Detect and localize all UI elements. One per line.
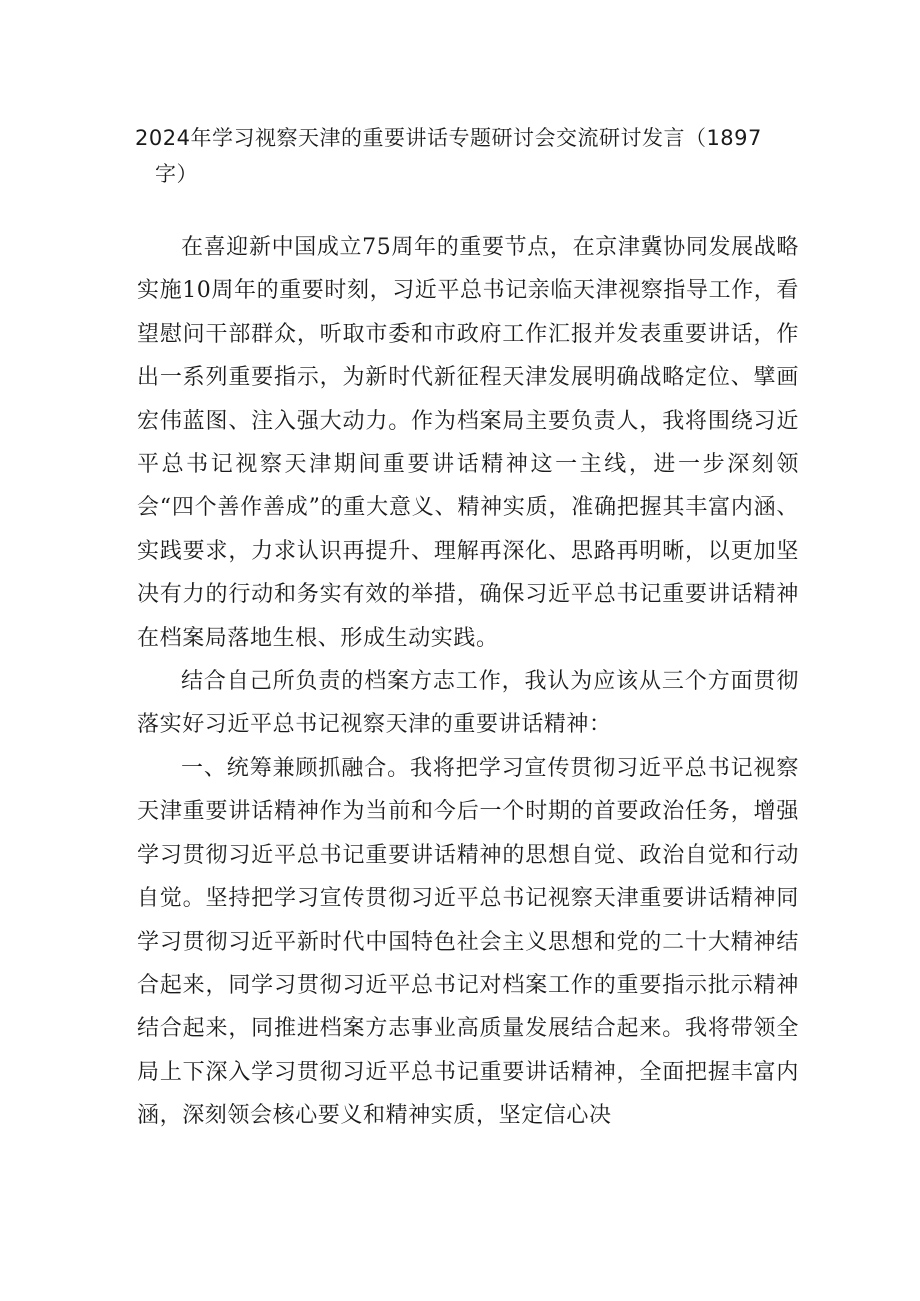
paragraph-section-1: 一、统筹兼顾抓融合。我将把学习宣传贯彻习近平总书记视察天津重要讲话精神作为当前和今后一个时期的首要政治任务，增强学习贯彻习近平总书记重要讲话精神的思想自觉、政治自觉和行动自觉。坚持把学习宣传贯彻习近平总书记视察天津重要讲话精神同学习贯彻习近平新时代中国特色社会主义思想和党的二十大精神结合起来，同学习贯彻习近平总书记对档案工作的重要指示批示精神结合起来，同推进档案方志事业高质量发展结合起来。我将带领全局上下深入学习贯彻习近平总书记重要讲话精神，全面把握丰富内涵，深刻领会核心要义和精神实质，坚定信心决 <box>137 755 799 1129</box>
paragraph-intro: 在喜迎新中国成立75周年的重要节点，在京津冀协同发展战略实施10周年的重要时刻，习近平总书记亲临天津视察指导工作，看望慰问干部群众，听取市委和市政府工作汇报并发表重要讲话，作出一系列重要指示，为新时代新征程天津发展明确战略定位、擘画宏伟蓝图、注入强大动力。作为档案局主要负责人，我将围绕习近平总书记视察天津期间重要讲话精神这一主线，进一步深刻领会“四个善作善成”的重大意义、精神实质，准确把握其丰富内涵、实践要求，力求认识再提升、理解再深化、思路再明晰，以更加坚决有力的行动和务实有效的举措，确保习近平总书记重要讲话精神在档案局落地生根、形成生动实践。 <box>137 235 799 651</box>
document-body <box>137 226 799 1138</box>
document-title-line-1: 2024年学习视察天津的重要讲话专题研讨会交流研讨发言（1897 <box>135 126 762 150</box>
document-title <box>135 120 815 192</box>
document-title-line-2: 字） <box>155 162 198 186</box>
paragraph-overview: 结合自己所负责的档案方志工作，我认为应该从三个方面贯彻落实好习近平总书记视察天津的重要讲话精神： <box>137 669 799 738</box>
